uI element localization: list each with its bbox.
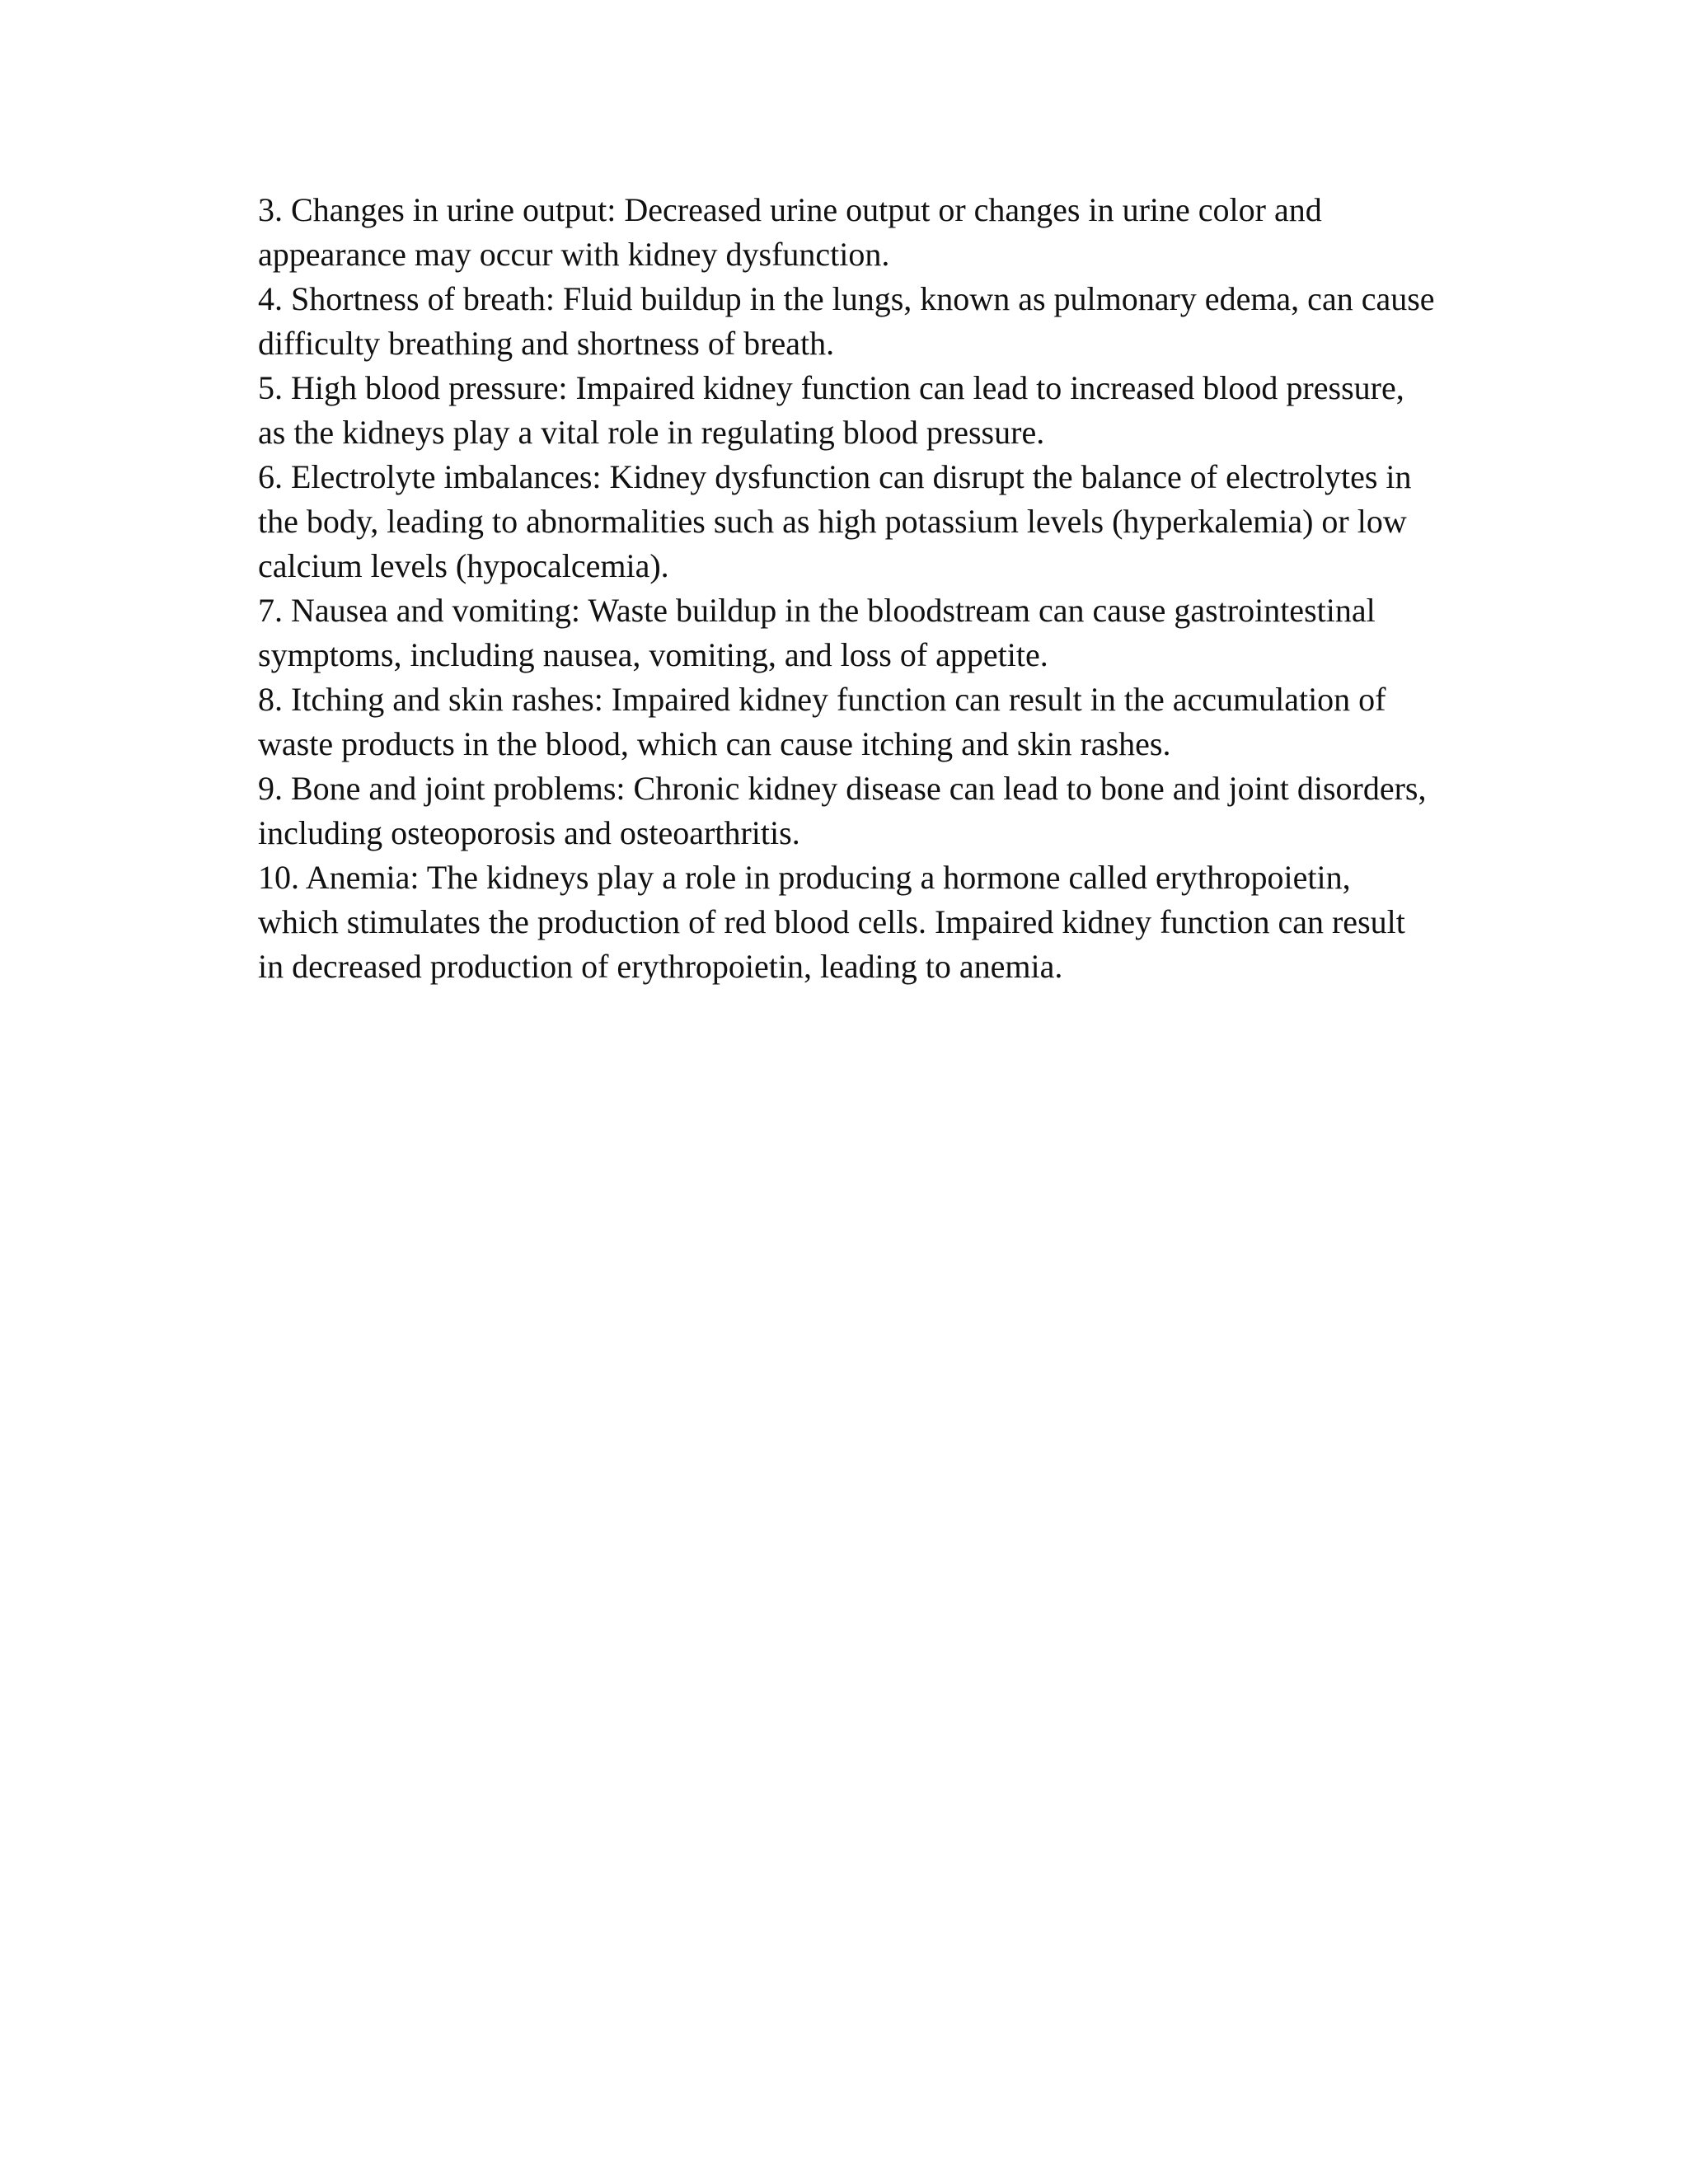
list-item-high-blood-pressure: 5. High blood pressure: Impaired kidney function can lead to increased blood pressure, as the kidneys play a vital role in regulating blood pressure. xyxy=(258,369,1404,451)
list-item-electrolyte-imbalances: 6. Electrolyte imbalances: Kidney dysfunction can disrupt the balance of electrolytes in the body, leading to abnormalities such as high potassium levels (hyperkalemia) or low calcium levels (hypocalcemia). xyxy=(258,458,1412,584)
list-item-anemia: 10. Anemia: The kidneys play a role in producing a hormone called erythropoietin, which stimulates the production of red blood cells. Impaired kidney function can result in decreased production of erythropoietin, leading to anemia. xyxy=(258,859,1405,985)
list-item-urine-output: 3. Changes in urine output: Decreased urine output or changes in urine color and appearance may occur with kidney dysfunction. xyxy=(258,191,1322,273)
list-item-nausea-vomiting: 7. Nausea and vomiting: Waste buildup in the bloodstream can cause gastrointestinal symptoms, including nausea, vomiting, and loss of appetite. xyxy=(258,592,1376,673)
list-item-shortness-of-breath: 4. Shortness of breath: Fluid buildup in the lungs, known as pulmonary edema, can cause difficulty breathing and shortness of breath. xyxy=(258,280,1435,362)
list-item-itching-skin-rashes: 8. Itching and skin rashes: Impaired kidney function can result in the accumulation of waste products in the blood, which can cause itching and skin rashes. xyxy=(258,681,1386,762)
document-body xyxy=(258,188,1437,989)
list-item-bone-joint-problems: 9. Bone and joint problems: Chronic kidney disease can lead to bone and joint disorders, including osteoporosis and osteoarthritis. xyxy=(258,770,1427,851)
